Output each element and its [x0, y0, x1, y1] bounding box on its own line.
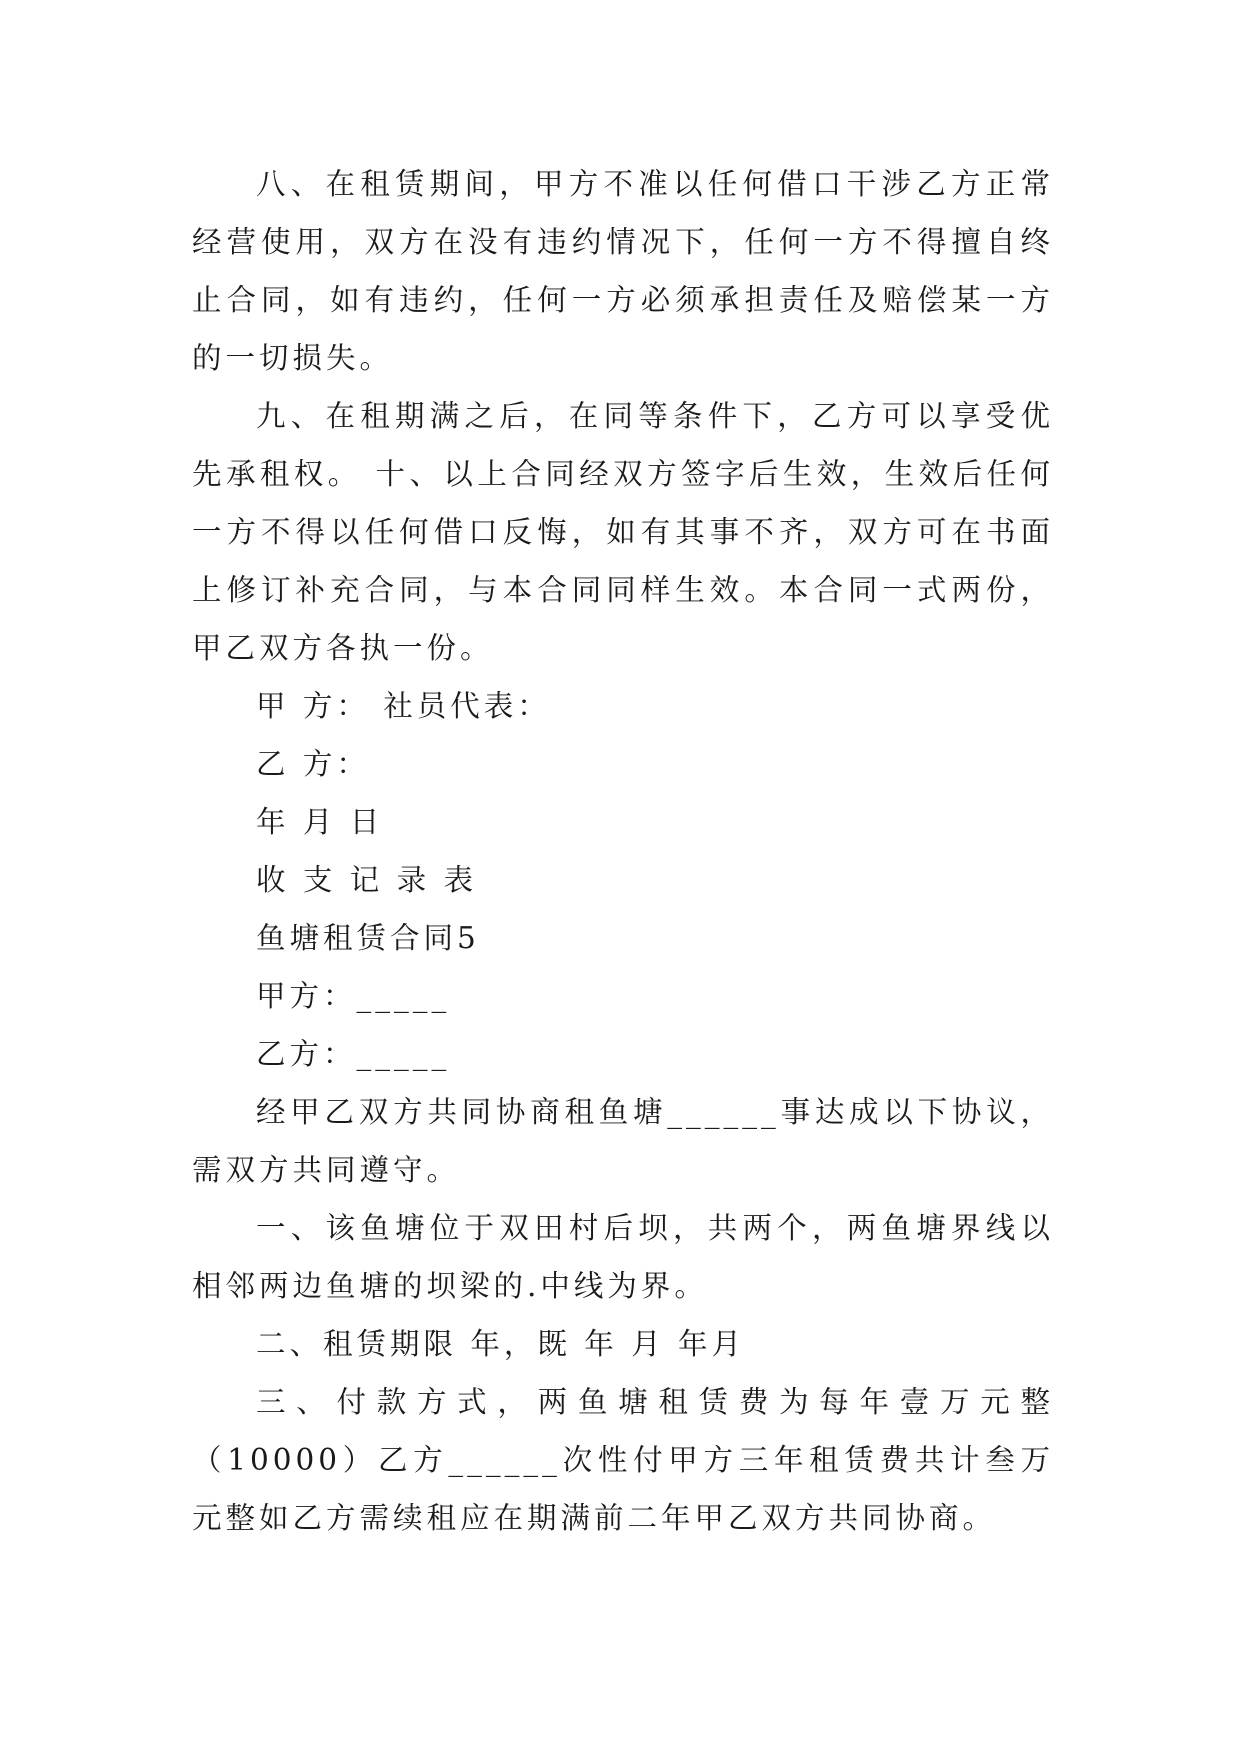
ledger-title: 收 支 记 录 表 [256, 863, 478, 897]
party-b-line: 乙方：_____ [256, 1037, 451, 1071]
date-line: 年 月 日 [256, 805, 384, 839]
party-b-signature-line: 乙 方： [256, 747, 370, 781]
document-body [192, 155, 1054, 1547]
contract-clause-three: 三、付款方式，两鱼塘租赁费为每年壹万元整（10000）乙方______次性付甲方三年租赁费共计叁万元整如乙方需续租应在期满前二年甲乙双方共同协商。 [192, 1385, 1054, 1535]
contract-clause-one: 一、该鱼塘位于双田村后坝，共两个，两鱼塘界线以相邻两边鱼塘的坝梁的.中线为界。 [192, 1211, 1054, 1303]
contract-intro: 经甲乙双方共同协商租鱼塘______事达成以下协议，需双方共同遵守。 [192, 1095, 1054, 1187]
contract-clause-two: 二、租赁期限 年，既 年 月 年月 [256, 1327, 746, 1361]
party-a-signature-line: 甲 方： 社员代表： [256, 689, 551, 723]
clause-nine-ten: 九、在租期满之后，在同等条件下，乙方可以享受优先承租权。 十、以上合同经双方签字后生效，生效后任何一方不得以任何借口反悔，如有其事不齐，双方可在书面上修订补充合同，与本合同同样生效。本合同一式两份，甲乙双方各执一份。 [192, 399, 1054, 665]
clause-eight: 八、在租赁期间，甲方不准以任何借口干涉乙方正常经营使用，双方在没有违约情况下，任何一方不得擅自终止合同，如有违约，任何一方必须承担责任及赔偿某一方的一切损失。 [192, 167, 1054, 375]
party-a-line: 甲方：_____ [256, 979, 451, 1013]
contract-title: 鱼塘租赁合同5 [256, 921, 480, 955]
